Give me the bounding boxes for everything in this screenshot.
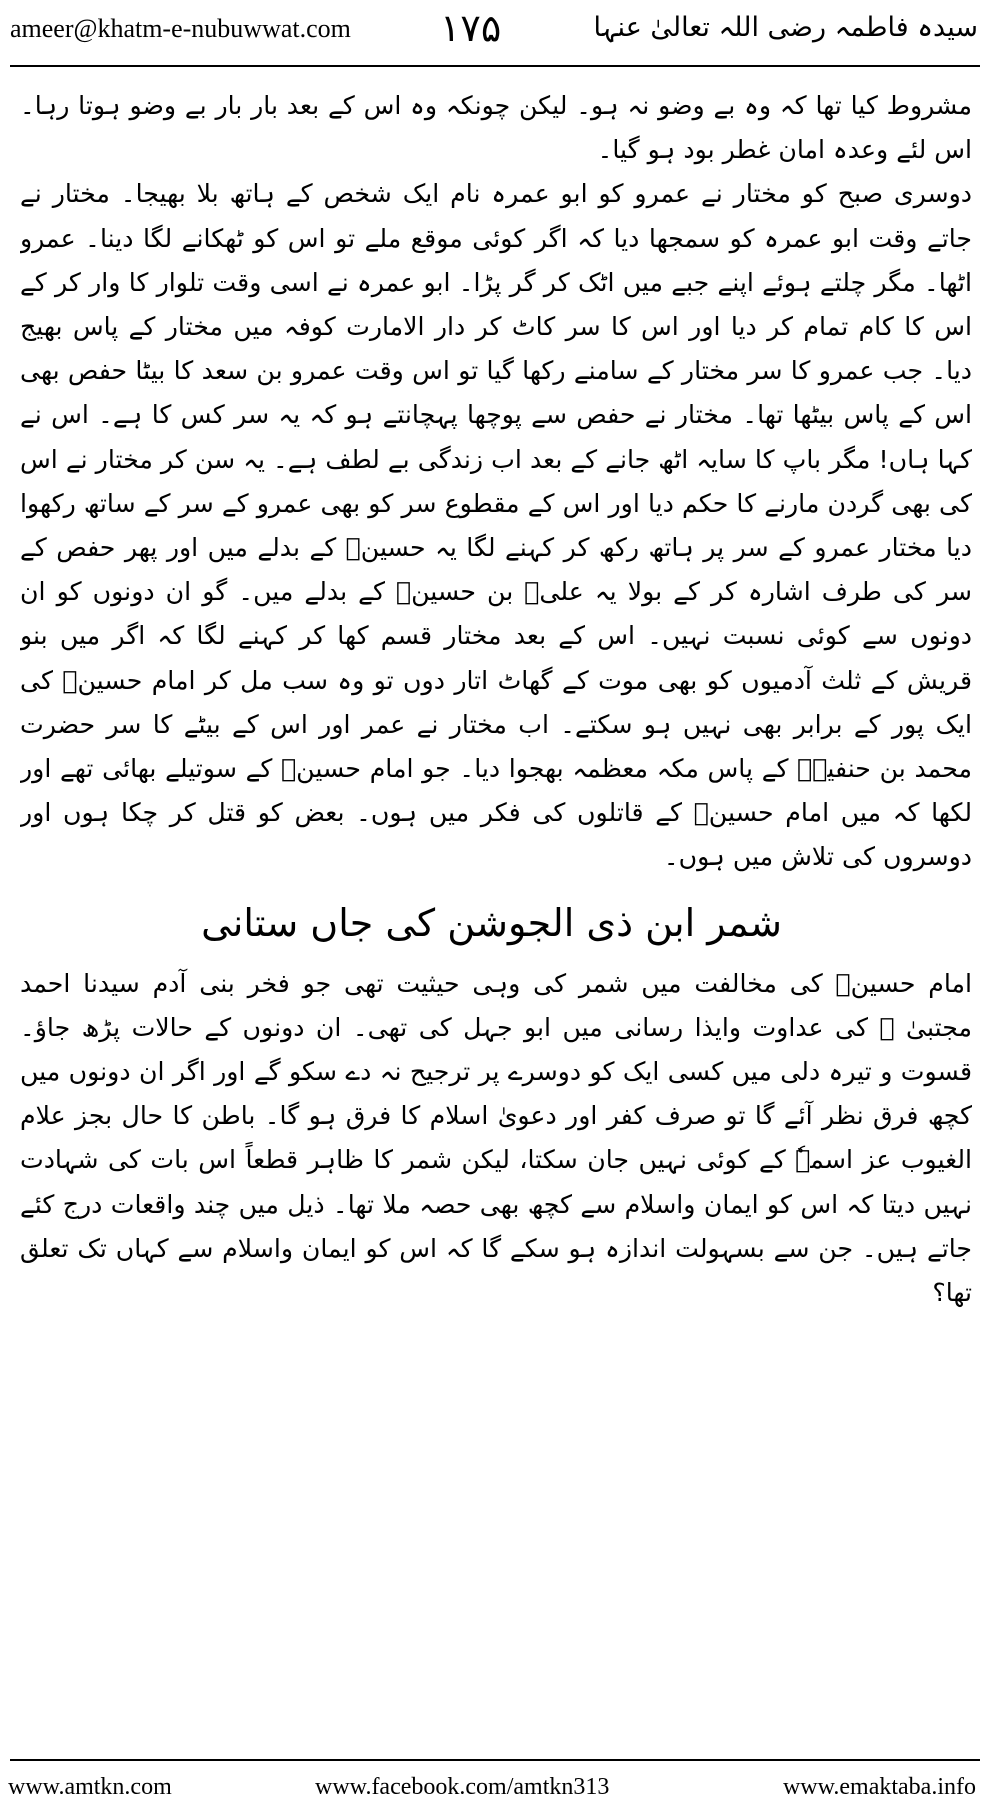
paragraph-1: مشروط کیا تھا کہ وہ بے وضو نہ ہو۔ لیکن چونکہ وہ اس کے بعد بار بار بے وضو ہوتا رہا۔ اس لئے وعدہ امان غطر بود ہو گیا۔ [20, 91, 972, 165]
page-footer [0, 1768, 990, 1808]
footer-link-facebook[interactable]: www.facebook.com/amtkn313 [315, 1774, 610, 1800]
paragraph-3: امام حسینؓ کی مخالفت میں شمر کی وہی حیثیت تھی جو فخر بنی آدم سیدنا احمد مجتبیٰ ﷺ کی عداوت وایذا رسانی میں ابو جہل کی تھی۔ ان دونوں کے حالات پڑھ جاؤ۔ قسوت و تیرہ دلی میں کسی ایک کو دوسرے پر ترجیح نہ دے سکو گے اور اگر ان دونوں میں کچھ فرق نظر آئے گا تو صرف کفر اور دعویٰ اسلام کا فرق ہو گا۔ باطن کا حال بجز علام الغیوب عز اسمہٗ کے کوئی نہیں جان سکتا، لیکن شمر کا ظاہر قطعاً اس بات کی شہادت نہیں دیتا کہ اس کو ایمان واسلام سے کچھ بھی حصہ ملا تھا۔ ذیل میں چند واقعات درج کئے جاتے ہیں۔ جن سے بسہولت اندازہ ہو سکے گا کہ اس کو ایمان واسلام سے کہاں تک تعلق تھا؟ [20, 968, 972, 1308]
paragraph-2: دوسری صبح کو مختار نے عمرو کو ابو عمرہ نام ایک شخص کے ہاتھ بلا بھیجا۔ مختار نے جاتے وقت ابو عمرہ کو سمجھا دیا کہ اگر کوئی موقع ملے تو اس کو ٹھکانے لگا دینا۔ عمرو اٹھا۔ مگر چلتے ہوئے اپنے جبے میں اٹک کر گر پڑا۔ ابو عمرہ نے اسی وقت تلوار کا وار کر کے اس کا کام تمام کر دیا اور اس کا سر کاٹ کر دار الامارت کوفہ میں مختار کے پاس بھیج دیا۔ جب عمرو کا سر مختار کے سامنے رکھا گیا تو اس وقت عمرو بن سعد کا بیٹا حفص بھی اس کے پاس بیٹھا تھا۔ مختار نے حفص سے پوچھا پہچانتے ہو کہ یہ سر کس کا ہے۔ اس نے کہا ہاں! مگر باپ کا سایہ اٹھ جانے کے بعد اب زندگی بے لطف ہے۔ یہ سن کر مختار نے اس کی بھی گردن مارنے کا حکم دیا اور اس کے مقطوع سر کو بھی عمرو کے سر کے ساتھ رکھوا دیا مختار عمرو کے سر پر ہاتھ رکھ کر کہنے لگا یہ حسینؓ کے بدلے میں اور پھر حفص کے سر کی طرف اشارہ کر کے بولا یہ علیؓ بن حسینؓ کے بدلے میں۔ گو ان دونوں کو ان دونوں سے کوئی نسبت نہیں۔ اس کے بعد مختار قسم کھا کر کہنے لگا کہ اگر میں بنو قریش کے ثلث آدمیوں کو بھی موت کے گھاٹ اتار دوں تو وہ سب مل کر امام حسینؓ کی ایک پور کے برابر بھی نہیں ہو سکتے۔ اب مختار نے عمر اور اس کے بیٹے کا سر حضرت محمد بن حنفیہؒ کے پاس مکہ معظمہ بھجوا دیا۔ جو امام حسینؓ کے سوتیلے بھائی تھے اور لکھا کہ میں امام حسینؓ کے قاتلوں کی فکر میں ہوں۔ بعض کو قتل کر چکا ہوں اور دوسروں کی تلاش میں ہوں۔ [20, 179, 972, 872]
section-heading: شمر ابن ذی الجوشن کی جاں ستانی [201, 900, 782, 945]
footer-divider [10, 1759, 980, 1761]
page-number: ۱۷۵ [440, 6, 502, 50]
footer-link-amtkn[interactable]: www.amtkn.com [8, 1774, 172, 1800]
page-body [20, 84, 972, 1744]
chapter-title: سیدہ فاطمہ رضی اللہ تعالیٰ عنہا [593, 12, 978, 43]
header-divider [10, 65, 980, 67]
header-email: ameer@khatm-e-nubuwwat.com [10, 14, 351, 43]
footer-link-emaktaba[interactable]: www.emaktaba.info [782, 1774, 976, 1800]
